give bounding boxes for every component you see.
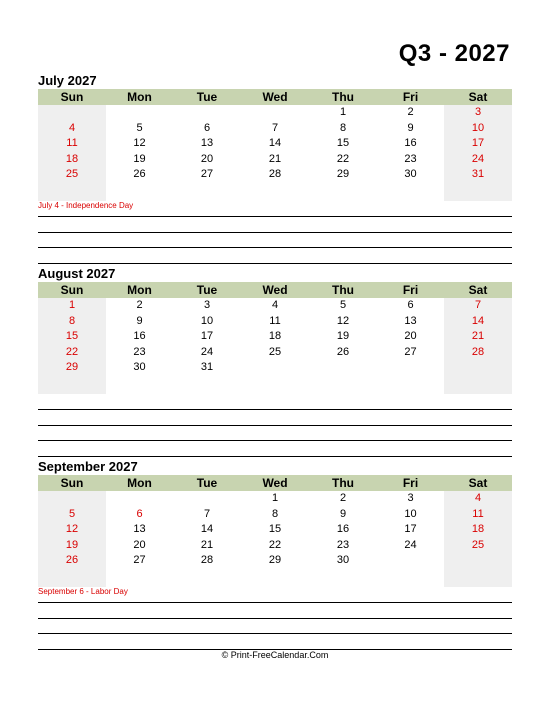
day-cell: 20 <box>133 539 146 551</box>
day-cell: 6 <box>136 508 143 520</box>
weekday-label: Sun <box>60 476 84 490</box>
day-cell: 12 <box>336 315 350 327</box>
day-cell: 6 <box>203 122 211 134</box>
day-cell: 27 <box>200 168 214 180</box>
day-cell: 30 <box>404 168 417 180</box>
day-cell: 26 <box>133 168 146 180</box>
day-cell: 15 <box>336 137 350 149</box>
holiday-list <box>38 200 512 212</box>
day-cell: 4 <box>271 299 279 311</box>
day-cell: 10 <box>200 315 214 327</box>
day-cell: 3 <box>474 106 482 118</box>
weekday-label: Wed <box>262 283 288 297</box>
note-line <box>38 247 512 248</box>
day-cell: 20 <box>404 330 417 342</box>
day-cell: 8 <box>339 122 347 134</box>
day-cell: 27 <box>133 554 146 566</box>
weekday-label: Mon <box>127 90 152 104</box>
weekday-header <box>38 282 512 298</box>
month-name: July 2027 <box>38 73 97 88</box>
weekday-label: Sun <box>60 90 84 104</box>
day-cell: 7 <box>474 299 482 311</box>
day-cell: 21 <box>471 330 485 342</box>
day-cell: 21 <box>200 539 214 551</box>
day-cell: 16 <box>336 523 350 535</box>
note-line <box>38 456 512 457</box>
day-cell: 31 <box>471 168 485 180</box>
day-cell: 18 <box>268 330 282 342</box>
day-cell: 17 <box>200 330 214 342</box>
page-title: Q3 - 2027 <box>398 40 510 67</box>
holiday-note: September 6 - Labor Day <box>38 587 128 596</box>
day-cell: 27 <box>404 346 417 358</box>
day-cell: 22 <box>268 539 282 551</box>
month-grid <box>38 89 512 201</box>
day-cell: 23 <box>404 153 417 165</box>
day-cell: 9 <box>339 508 347 520</box>
day-cell: 17 <box>471 137 485 149</box>
month-grid <box>38 282 512 394</box>
weekday-header <box>38 475 512 491</box>
day-cell: 26 <box>65 554 79 566</box>
weekday-label: Thu <box>332 90 354 104</box>
weekday-label: Fri <box>402 283 419 297</box>
day-cell: 1 <box>339 106 347 118</box>
day-cell: 18 <box>65 153 79 165</box>
day-cell: 4 <box>474 492 482 504</box>
note-line <box>38 232 512 233</box>
day-cell: 9 <box>407 122 414 134</box>
day-cell: 25 <box>471 539 485 551</box>
weekday-header <box>38 89 512 105</box>
weekday-label: Fri <box>402 90 419 104</box>
day-cell: 21 <box>268 153 282 165</box>
day-cell: 16 <box>404 137 417 149</box>
day-cell: 16 <box>133 330 146 342</box>
holiday-list <box>38 586 512 598</box>
day-cell: 5 <box>136 122 143 134</box>
day-cell: 15 <box>65 330 79 342</box>
day-cell: 19 <box>133 153 146 165</box>
day-cell: 28 <box>471 346 485 358</box>
day-cell: 25 <box>65 168 79 180</box>
day-cell: 13 <box>133 523 146 535</box>
day-cell: 20 <box>200 153 214 165</box>
note-line <box>38 602 512 603</box>
day-cell: 5 <box>339 299 347 311</box>
day-cell: 11 <box>66 137 78 149</box>
weekday-label: Sat <box>468 90 488 104</box>
holiday-note: July 4 - Independence Day <box>38 201 134 210</box>
weekday-label: Thu <box>332 476 354 490</box>
note-line <box>38 263 512 264</box>
day-cell: 15 <box>268 523 282 535</box>
weekday-label: Wed <box>262 476 288 490</box>
day-cell: 5 <box>68 508 76 520</box>
day-cell: 14 <box>200 523 214 535</box>
day-cell: 29 <box>268 554 282 566</box>
day-cell: 14 <box>471 315 485 327</box>
day-cell: 7 <box>203 508 211 520</box>
day-cell: 22 <box>336 153 350 165</box>
month-name: August 2027 <box>38 266 116 281</box>
day-cell: 12 <box>133 137 146 149</box>
note-line <box>38 633 512 634</box>
day-cell: 17 <box>404 523 417 535</box>
day-cell: 23 <box>133 346 146 358</box>
weekday-label: Tue <box>196 90 218 104</box>
day-cell: 29 <box>336 168 350 180</box>
day-cell: 31 <box>200 361 214 373</box>
day-cell: 19 <box>336 330 350 342</box>
weekday-label: Thu <box>332 283 354 297</box>
note-line <box>38 440 512 441</box>
footer-credit: © Print-FreeCalendar.Com <box>221 650 329 660</box>
day-cell: 1 <box>68 299 76 311</box>
day-cell: 28 <box>268 168 282 180</box>
day-cell: 30 <box>336 554 350 566</box>
day-cell: 11 <box>472 508 484 520</box>
day-cell: 18 <box>471 523 485 535</box>
day-cell: 30 <box>133 361 146 373</box>
weekday-label: Tue <box>196 476 218 490</box>
day-cell: 3 <box>407 492 414 504</box>
weekday-label: Mon <box>127 476 152 490</box>
day-cell: 12 <box>65 523 79 535</box>
day-cell: 13 <box>200 137 214 149</box>
day-cell: 7 <box>271 122 279 134</box>
day-cell: 8 <box>68 315 76 327</box>
note-line <box>38 409 512 410</box>
day-cell: 11 <box>269 315 281 327</box>
weekday-label: Sun <box>60 283 84 297</box>
weekday-label: Wed <box>262 90 288 104</box>
month-grid <box>38 475 512 587</box>
month-block <box>38 72 512 210</box>
day-cell: 24 <box>200 346 214 358</box>
day-cell: 6 <box>407 299 414 311</box>
day-cell: 19 <box>65 539 79 551</box>
day-cell: 10 <box>471 122 485 134</box>
day-cell: 28 <box>200 554 214 566</box>
day-cell: 10 <box>404 508 417 520</box>
day-cell: 24 <box>471 153 485 165</box>
day-cell: 22 <box>65 346 79 358</box>
note-line <box>38 618 512 619</box>
day-cell: 1 <box>271 492 279 504</box>
day-cell: 4 <box>68 122 76 134</box>
day-cell: 25 <box>268 346 282 358</box>
day-cell: 14 <box>268 137 282 149</box>
note-line <box>38 425 512 426</box>
day-cell: 24 <box>404 539 417 551</box>
day-cell: 2 <box>136 299 143 311</box>
day-cell: 26 <box>336 346 350 358</box>
day-cell: 2 <box>339 492 347 504</box>
day-cell: 9 <box>136 315 143 327</box>
day-cell: 13 <box>404 315 417 327</box>
day-cell: 3 <box>203 299 211 311</box>
day-cell: 8 <box>271 508 279 520</box>
weekday-label: Sat <box>468 476 488 490</box>
weekday-label: Fri <box>402 476 419 490</box>
weekday-label: Tue <box>196 283 218 297</box>
day-cell: 2 <box>407 106 414 118</box>
day-cell: 23 <box>336 539 350 551</box>
day-cell: 29 <box>65 361 79 373</box>
weekday-label: Sat <box>468 283 488 297</box>
month-name: September 2027 <box>38 459 138 474</box>
month-block <box>38 265 512 394</box>
weekday-label: Mon <box>127 283 152 297</box>
note-line <box>38 216 512 217</box>
month-block <box>38 458 512 596</box>
